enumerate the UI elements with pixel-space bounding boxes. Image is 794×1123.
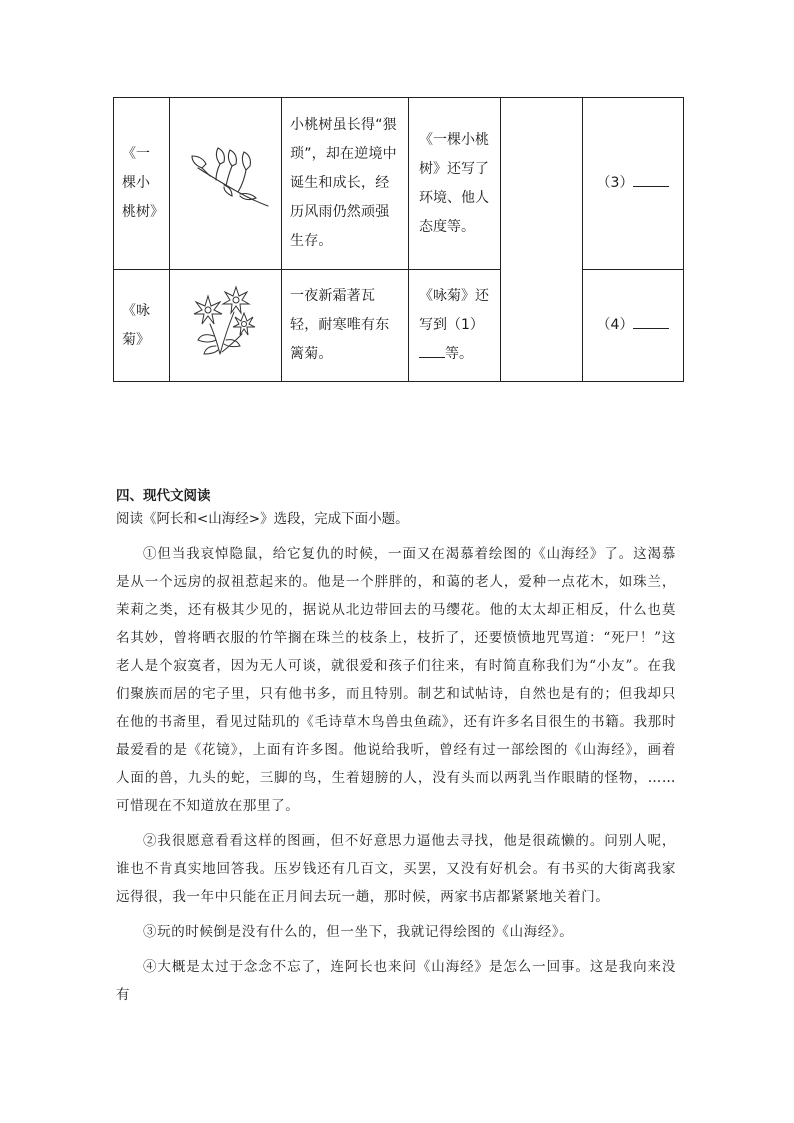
answer-cell: [583, 270, 684, 382]
table-row: [114, 270, 684, 382]
answer-blank-4[interactable]: [633, 314, 669, 329]
reading-instruction: 阅读《阿长和<山海经>》选段，完成下面小题。: [116, 511, 409, 527]
passage-paragraph: ③玩的时候倒是没有什么的，但一坐下，我就记得绘图的《山海经》。: [143, 924, 574, 940]
work-title-cell: [114, 270, 170, 382]
illustration-cell: [170, 270, 282, 382]
work-title-cell: [114, 98, 170, 270]
peach-branch-icon: [180, 142, 272, 214]
writing-note: 《一棵小桃树》还写了环境、他人态度等。: [419, 131, 489, 235]
answer-label: （4）: [596, 317, 634, 333]
description-cell: [282, 98, 409, 270]
poem-description: 小桃树虽长得“猥琐”，却在逆境中诞生和成长，经历风雨仍然顽强生存。: [290, 117, 397, 249]
merged-empty-cell: [501, 98, 583, 382]
passage-paragraph: ①但当我哀悼隐鼠，给它复仇的时候，一面又在渴慕着绘图的《山海经》了。这渴慕是从一个远房的叔祖惹起来的。他是一个胖胖的，和蔼的老人，爱种一点花木，如珠兰，茉莉之类，还有极其少见的，据说从北边带回去的马缨花。他的太太却正相反，什么也莫名其妙，曾将晒衣服的竹竿搁在珠兰的枝条上，枝折了，还要愤愤地咒骂道：“死尸！”这老人是个寂寞者，因为无人可谈，就很爱和孩子们往来，有时简直称我们为“小友”。在我们聚族而居的宅子里，只有他书多，而且特别。制艺和试帖诗，自然也是有的；但我却只在他的书斋里，看见过陆玑的《毛诗草木鸟兽虫鱼疏》，还有许多名目很生的书籍。我那时最爱看的是《花镜》，上面有许多图。他说给我听，曾经有过一部绘图的《山海经》，画着人面的兽，九头的蛇，三脚的鸟，生着翅膀的人，没有头而以两乳当作眼睛的怪物，……可惜现在不知道放在那里了。: [116, 546, 676, 814]
writing-note-after: 等。: [445, 346, 473, 362]
table-row: [114, 98, 684, 270]
note-cell: [409, 270, 501, 382]
poem-comparison-table: [113, 97, 684, 382]
passage-paragraph: ②我很愿意看看这样的图画，但不好意思力逼他去寻找，他是很疏懒的。问别人呢，谁也不肯真实地回答我。压岁钱还有几百文，买罢，又没有好机会。有书买的大街离我家远得很，我一年中只能在正月间去玩一趟，那时候，两家书店都紧紧地关着门。: [116, 833, 676, 905]
section-heading: 四、现代文阅读: [116, 488, 211, 504]
description-cell: [282, 270, 409, 382]
answer-cell: [583, 98, 684, 270]
answer-label: （3）: [596, 175, 634, 191]
passage-paragraph: ④大概是太过于念念不忘了，连阿长也来问《山海经》是怎么一回事。这是我向来没有: [116, 959, 676, 1003]
work-title: 《一棵小桃树》: [122, 146, 164, 220]
note-cell: [409, 98, 501, 270]
chrysanthemum-icon: [186, 282, 266, 358]
poem-description: 一夜新霜著瓦轻，耐寒唯有东篱菊。: [290, 288, 390, 362]
reading-passage: [116, 540, 676, 1016]
writing-note-before: 《咏菊》还写到（1）: [419, 288, 489, 333]
work-title: 《咏菊》: [122, 302, 150, 348]
answer-blank-1[interactable]: [419, 343, 445, 358]
illustration-cell: [170, 98, 282, 270]
answer-blank-3[interactable]: [633, 172, 669, 187]
